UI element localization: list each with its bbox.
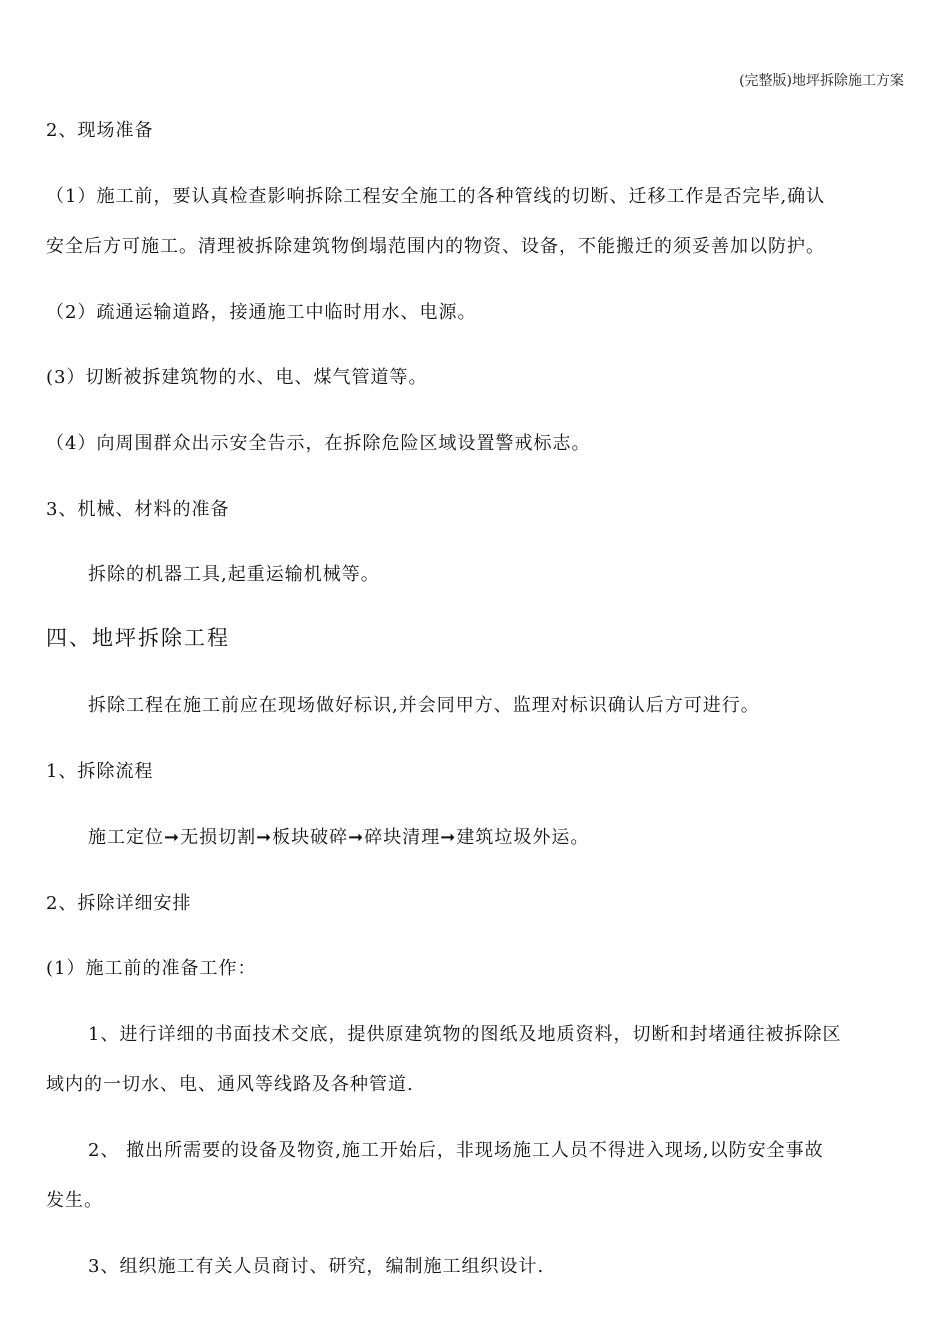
- paragraph-line: （2）疏通运输道路，接通施工中临时用水、电源。: [46, 302, 477, 323]
- paragraph-line: 域内的一切水、电、通风等线路及各种管道.: [46, 1074, 414, 1095]
- subsection-heading: (1）施工前的准备工作：: [46, 958, 257, 979]
- paragraph-line: 发生。: [46, 1190, 103, 1211]
- paragraph-line: 3、组织施工有关人员商讨、研究，编制施工组织设计.: [88, 1256, 545, 1277]
- section-heading-machinery: 3、机械、材料的准备: [46, 499, 230, 520]
- section-heading-process: 1、拆除流程: [46, 761, 154, 782]
- paragraph-line: 安全后方可施工。清理被拆除建筑物倒塌范围内的物资、设备，不能搬迁的须妥善加以防护。: [46, 236, 825, 257]
- paragraph-line: 拆除的机器工具,起重运输机械等。: [88, 564, 380, 585]
- paragraph-line: 2、 撤出所需要的设备及物资,施工开始后，非现场施工人员不得进入现场,以防安全事故: [88, 1140, 824, 1161]
- paragraph-line: 拆除工程在施工前应在现场做好标识,并会同甲方、监理对标识确认后方可进行。: [88, 695, 760, 716]
- running-header: (完整版)地坪拆除施工方案: [739, 73, 904, 89]
- paragraph-line: （4）向周围群众出示安全告示，在拆除危险区域设置警戒标志。: [46, 433, 591, 454]
- paragraph-line: （1）施工前，要认真检查影响拆除工程安全施工的各种管线的切断、迁移工作是否完毕,确认: [46, 186, 826, 207]
- section-heading-arrangement: 2、拆除详细安排: [46, 893, 192, 914]
- chapter-heading: 四、地坪拆除工程: [46, 626, 230, 650]
- paragraph-line: (3）切断被拆建筑物的水、电、煤气管道等。: [46, 367, 428, 388]
- section-heading-site-preparation: 2、现场准备: [46, 120, 154, 141]
- paragraph-line: 1、进行详细的书面技术交底，提供原建筑物的图纸及地质资料，切断和封堵通往被拆除区: [88, 1024, 842, 1045]
- process-flow: 施工定位➞无损切割➞板块破碎➞碎块清理➞建筑垃圾外运。: [88, 827, 590, 848]
